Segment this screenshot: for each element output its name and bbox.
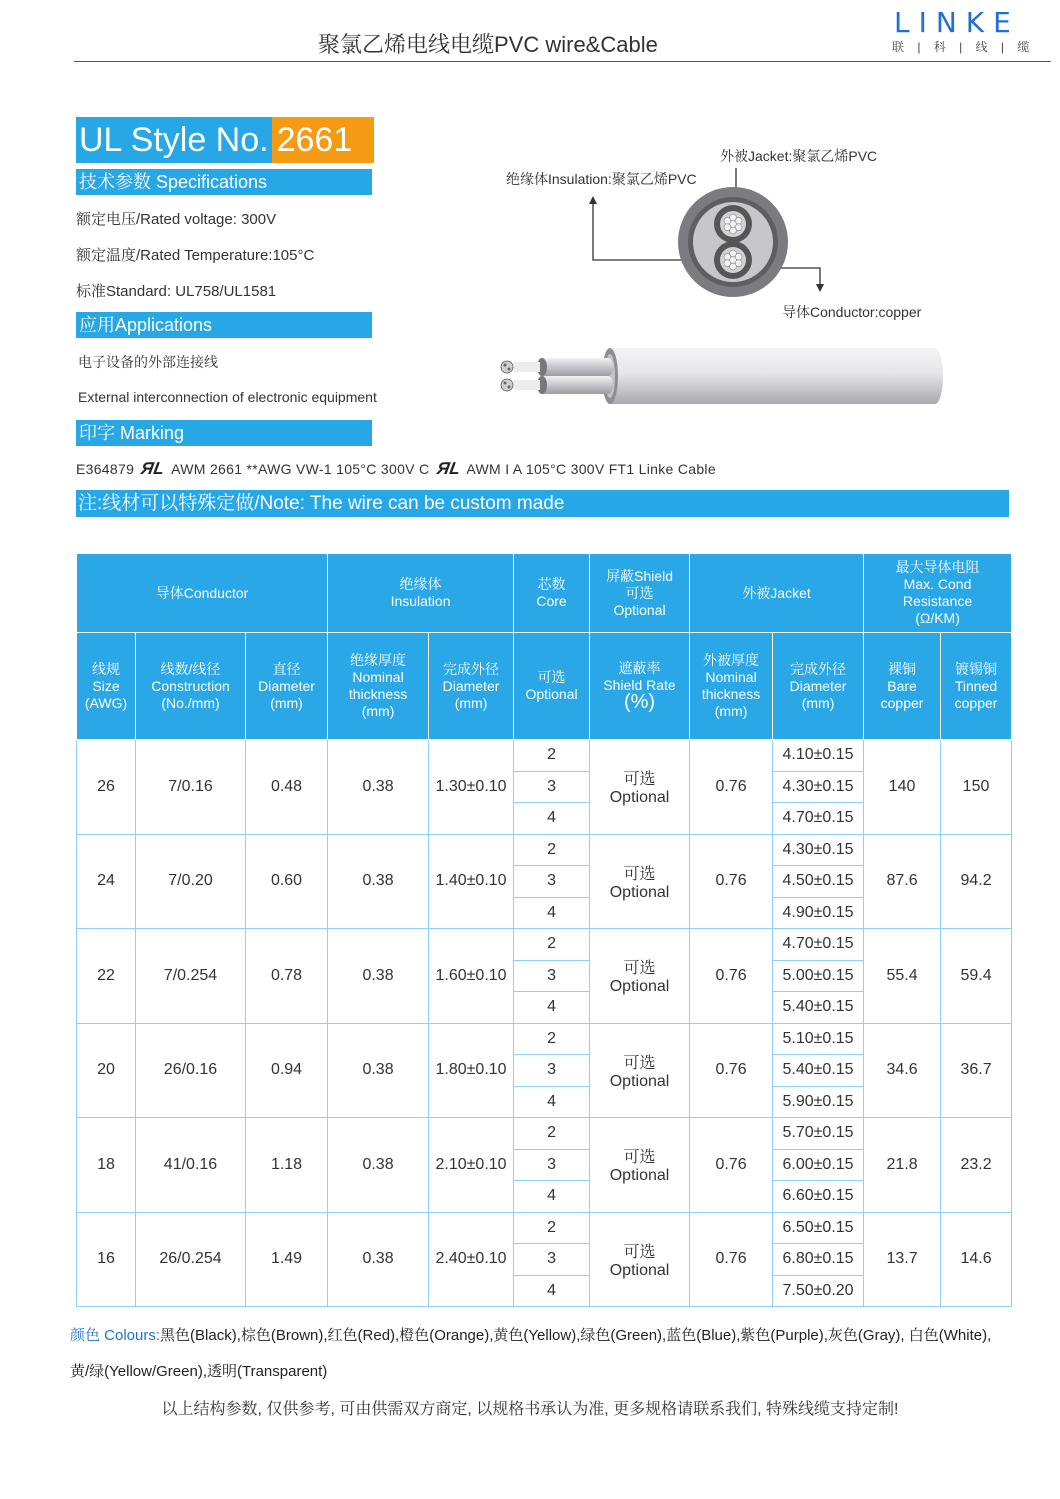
cell-core-count: 4 bbox=[514, 803, 590, 835]
standard: 标准Standard: UL758/UL1581 bbox=[76, 283, 277, 300]
cell-jacket-diameter: 4.10±0.15 bbox=[773, 740, 864, 772]
cell-jacket-thickness: 0.76 bbox=[690, 1118, 773, 1213]
cell-construction: 26/0.16 bbox=[136, 1023, 246, 1118]
marking-file-number: E364879 bbox=[76, 461, 135, 477]
header-divider bbox=[74, 61, 1051, 62]
marking-heading: 印字 Marking bbox=[76, 420, 372, 446]
cable-diagram bbox=[480, 140, 950, 440]
table-row bbox=[77, 834, 1012, 866]
cell-jacket-diameter: 6.00±0.15 bbox=[773, 1149, 864, 1181]
cell-jacket-diameter: 4.90±0.15 bbox=[773, 897, 864, 929]
colours-list: 黑色(Black),棕色(Brown),红色(Red),橙色(Orange),黄色(Yellow),绿色(Green),蓝色(Blue),紫色(Purple),灰色(Gray), 白色(White), bbox=[160, 1327, 992, 1344]
cell-insulation-thickness: 0.38 bbox=[328, 1023, 429, 1118]
cell-shield bbox=[590, 1212, 690, 1307]
col-size: 线规 Size (AWG) bbox=[77, 633, 136, 740]
cell-conductor-diameter: 1.49 bbox=[246, 1212, 328, 1307]
col-shield-rate: 遮蔽率 Shield Rate (%) bbox=[590, 633, 690, 740]
shield-option-en: Optional bbox=[609, 789, 670, 807]
cell-core-count: 3 bbox=[514, 866, 590, 898]
group-shield: 屏蔽Shield 可选 Optional bbox=[590, 554, 690, 633]
marking-text bbox=[76, 459, 716, 479]
cell-conductor-diameter: 0.48 bbox=[246, 740, 328, 835]
cell-insulation-diameter: 2.40±0.10 bbox=[429, 1212, 514, 1307]
cell-conductor-diameter: 0.78 bbox=[246, 929, 328, 1024]
cell-construction: 7/0.16 bbox=[136, 740, 246, 835]
table-row bbox=[77, 740, 1012, 772]
cell-jacket-diameter: 4.30±0.15 bbox=[773, 771, 864, 803]
cell-tinned-copper: 94.2 bbox=[941, 834, 1012, 929]
cell-jacket-diameter: 5.90±0.15 bbox=[773, 1086, 864, 1118]
col-core-optional: 可选 Optional bbox=[514, 633, 590, 740]
cell-jacket-thickness: 0.76 bbox=[690, 1023, 773, 1118]
cell-core-count: 2 bbox=[514, 1118, 590, 1150]
cell-size: 24 bbox=[77, 834, 136, 929]
col-insulation-diameter: 完成外径 Diameter (mm) bbox=[429, 633, 514, 740]
cell-jacket-diameter: 5.10±0.15 bbox=[773, 1023, 864, 1055]
model-number: 2661 bbox=[272, 117, 375, 163]
cell-jacket-diameter: 7.50±0.20 bbox=[773, 1275, 864, 1307]
group-conductor: 导体Conductor bbox=[77, 554, 328, 633]
cell-tinned-copper: 23.2 bbox=[941, 1118, 1012, 1213]
footer-note: 以上结构参数, 仅供参考, 可由供需双方商定, 以规格书承认为准, 更多规格请联系我们, 特殊线缆支持定制! bbox=[161, 1401, 899, 1418]
shield-option-cn: 可选 bbox=[623, 865, 656, 883]
table-subheader-row bbox=[77, 633, 1012, 740]
shield-option-en: Optional bbox=[609, 883, 670, 901]
shield-option-cn: 可选 bbox=[623, 771, 656, 789]
linke-logo bbox=[888, 6, 1038, 56]
cell-jacket-thickness: 0.76 bbox=[690, 929, 773, 1024]
cell-shield bbox=[590, 740, 690, 835]
applications-heading: 应用Applications bbox=[76, 312, 372, 338]
cell-jacket-diameter: 5.70±0.15 bbox=[773, 1118, 864, 1150]
ul-recognized-icon: ЯL bbox=[139, 459, 167, 478]
cell-bare-copper: 21.8 bbox=[864, 1118, 941, 1213]
cell-size: 22 bbox=[77, 929, 136, 1024]
col-conductor-diameter: 直径 Diameter (mm) bbox=[246, 633, 328, 740]
application-cn: 电子设备的外部连接线 bbox=[78, 354, 218, 370]
logo-wordmark: LINKE bbox=[894, 6, 1020, 39]
col-insulation-thickness: 绝缘厚度 Nominal thickness (mm) bbox=[328, 633, 429, 740]
shield-option-cn: 可选 bbox=[623, 1243, 656, 1261]
shield-option-en: Optional bbox=[609, 978, 670, 996]
col-construction: 线数/线径 Construction (No./mm) bbox=[136, 633, 246, 740]
cell-bare-copper: 34.6 bbox=[864, 1023, 941, 1118]
cell-conductor-diameter: 0.60 bbox=[246, 834, 328, 929]
shield-option-cn: 可选 bbox=[623, 960, 656, 978]
logo-subtitle: 联 | 科 | 线 | 缆 bbox=[892, 40, 1035, 54]
cell-jacket-thickness: 0.76 bbox=[690, 740, 773, 835]
cell-core-count: 3 bbox=[514, 1244, 590, 1276]
rated-temperature: 额定温度/Rated Temperature:105°C bbox=[76, 247, 315, 264]
cell-size: 16 bbox=[77, 1212, 136, 1307]
cell-construction: 26/0.254 bbox=[136, 1212, 246, 1307]
col-jacket-diameter: 完成外径 Diameter (mm) bbox=[773, 633, 864, 740]
cell-shield bbox=[590, 929, 690, 1024]
model-prefix: UL Style No. bbox=[76, 117, 272, 163]
table-row bbox=[77, 1023, 1012, 1055]
cell-core-count: 4 bbox=[514, 992, 590, 1024]
conductor-label: 导体Conductor:copper bbox=[782, 304, 922, 320]
colours-list-2: 黄/绿(Yellow/Green),透明(Transparent) bbox=[70, 1363, 328, 1380]
cell-jacket-diameter: 4.70±0.15 bbox=[773, 929, 864, 961]
cell-core-count: 3 bbox=[514, 1055, 590, 1087]
cell-core-count: 4 bbox=[514, 1275, 590, 1307]
cell-core-count: 3 bbox=[514, 771, 590, 803]
col-jacket-thickness: 外被厚度 Nominal thickness (mm) bbox=[690, 633, 773, 740]
cell-jacket-diameter: 5.40±0.15 bbox=[773, 992, 864, 1024]
table-row bbox=[77, 929, 1012, 961]
cell-construction: 41/0.16 bbox=[136, 1118, 246, 1213]
cell-insulation-thickness: 0.38 bbox=[328, 929, 429, 1024]
cell-insulation-thickness: 0.38 bbox=[328, 1212, 429, 1307]
cell-jacket-diameter: 4.50±0.15 bbox=[773, 866, 864, 898]
custom-note: 注:线材可以特殊定做/Note: The wire can be custom made bbox=[76, 490, 1009, 517]
cell-core-count: 4 bbox=[514, 1086, 590, 1118]
cell-conductor-diameter: 0.94 bbox=[246, 1023, 328, 1118]
cell-construction: 7/0.20 bbox=[136, 834, 246, 929]
cul-recognized-icon: ЯL bbox=[435, 459, 462, 478]
colours-section bbox=[70, 1318, 1030, 1390]
group-jacket: 外被Jacket bbox=[690, 554, 864, 633]
cable-illustration bbox=[480, 140, 950, 440]
cell-core-count: 2 bbox=[514, 834, 590, 866]
cell-insulation-diameter: 1.40±0.10 bbox=[429, 834, 514, 929]
cell-construction: 7/0.254 bbox=[136, 929, 246, 1024]
cell-core-count: 4 bbox=[514, 1181, 590, 1213]
marking-awm-canada: AWM I A 105°C 300V FT1 Linke Cable bbox=[466, 461, 716, 477]
rated-voltage: 额定电压/Rated voltage: 300V bbox=[76, 211, 277, 228]
cell-insulation-thickness: 0.38 bbox=[328, 740, 429, 835]
insulation-label: 绝缘体Insulation:聚氯乙烯PVC bbox=[506, 171, 697, 187]
col-bare-copper: 裸铜 Bare copper bbox=[864, 633, 941, 740]
cell-jacket-thickness: 0.76 bbox=[690, 1212, 773, 1307]
col-tinned-copper: 镀锡铜 Tinned copper bbox=[941, 633, 1012, 740]
cell-shield bbox=[590, 834, 690, 929]
cell-bare-copper: 87.6 bbox=[864, 834, 941, 929]
cell-jacket-thickness: 0.76 bbox=[690, 834, 773, 929]
cell-core-count: 4 bbox=[514, 897, 590, 929]
group-resistance: 最大导体电阻 Max. Cond Resistance (Ω/KM) bbox=[864, 554, 1012, 633]
cell-jacket-diameter: 6.80±0.15 bbox=[773, 1244, 864, 1276]
cell-jacket-diameter: 6.60±0.15 bbox=[773, 1181, 864, 1213]
cell-tinned-copper: 59.4 bbox=[941, 929, 1012, 1024]
jacket-label: 外被Jacket:聚氯乙烯PVC bbox=[720, 148, 878, 164]
table-body bbox=[77, 740, 1012, 1307]
table-row bbox=[77, 1212, 1012, 1244]
shield-option-en: Optional bbox=[609, 1261, 670, 1279]
cell-insulation-diameter: 1.30±0.10 bbox=[429, 740, 514, 835]
group-insulation: 绝缘体 Insulation bbox=[328, 554, 514, 633]
model-title bbox=[76, 117, 374, 163]
cell-shield bbox=[590, 1118, 690, 1213]
cell-insulation-thickness: 0.38 bbox=[328, 1118, 429, 1213]
table-group-header-row bbox=[77, 554, 1012, 633]
cell-jacket-diameter: 5.00±0.15 bbox=[773, 960, 864, 992]
document-title: 聚氯乙烯电线电缆PVC wire&Cable bbox=[318, 32, 658, 57]
colours-label: 颜色 Colours: bbox=[70, 1327, 161, 1344]
cell-core-count: 2 bbox=[514, 1023, 590, 1055]
cell-bare-copper: 140 bbox=[864, 740, 941, 835]
specification-table bbox=[76, 553, 1012, 1307]
marking-awm: AWM 2661 **AWG VW-1 105°C 300V C bbox=[171, 461, 430, 477]
cell-core-count: 2 bbox=[514, 1212, 590, 1244]
table-row bbox=[77, 1118, 1012, 1150]
application-en: External interconnection of electronic equipment bbox=[78, 389, 377, 405]
cell-jacket-diameter: 4.70±0.15 bbox=[773, 803, 864, 835]
specifications-heading: 技术参数 Specifications bbox=[76, 169, 372, 195]
cell-size: 20 bbox=[77, 1023, 136, 1118]
cell-bare-copper: 13.7 bbox=[864, 1212, 941, 1307]
cell-jacket-diameter: 5.40±0.15 bbox=[773, 1055, 864, 1087]
cell-insulation-thickness: 0.38 bbox=[328, 834, 429, 929]
group-core: 芯数 Core bbox=[514, 554, 590, 633]
cell-insulation-diameter: 1.80±0.10 bbox=[429, 1023, 514, 1118]
cell-core-count: 2 bbox=[514, 929, 590, 961]
cell-shield bbox=[590, 1023, 690, 1118]
cell-jacket-diameter: 6.50±0.15 bbox=[773, 1212, 864, 1244]
cell-jacket-diameter: 4.30±0.15 bbox=[773, 834, 864, 866]
cell-conductor-diameter: 1.18 bbox=[246, 1118, 328, 1213]
cell-tinned-copper: 36.7 bbox=[941, 1023, 1012, 1118]
shield-option-cn: 可选 bbox=[623, 1054, 656, 1072]
cell-core-count: 3 bbox=[514, 960, 590, 992]
cell-core-count: 2 bbox=[514, 740, 590, 772]
cell-tinned-copper: 150 bbox=[941, 740, 1012, 835]
cell-insulation-diameter: 1.60±0.10 bbox=[429, 929, 514, 1024]
cell-bare-copper: 55.4 bbox=[864, 929, 941, 1024]
shield-option-en: Optional bbox=[609, 1072, 670, 1090]
shield-option-cn: 可选 bbox=[623, 1149, 656, 1167]
shield-option-en: Optional bbox=[609, 1167, 670, 1185]
cell-core-count: 3 bbox=[514, 1149, 590, 1181]
cell-size: 18 bbox=[77, 1118, 136, 1213]
cell-insulation-diameter: 2.10±0.10 bbox=[429, 1118, 514, 1213]
cell-size: 26 bbox=[77, 740, 136, 835]
cell-tinned-copper: 14.6 bbox=[941, 1212, 1012, 1307]
